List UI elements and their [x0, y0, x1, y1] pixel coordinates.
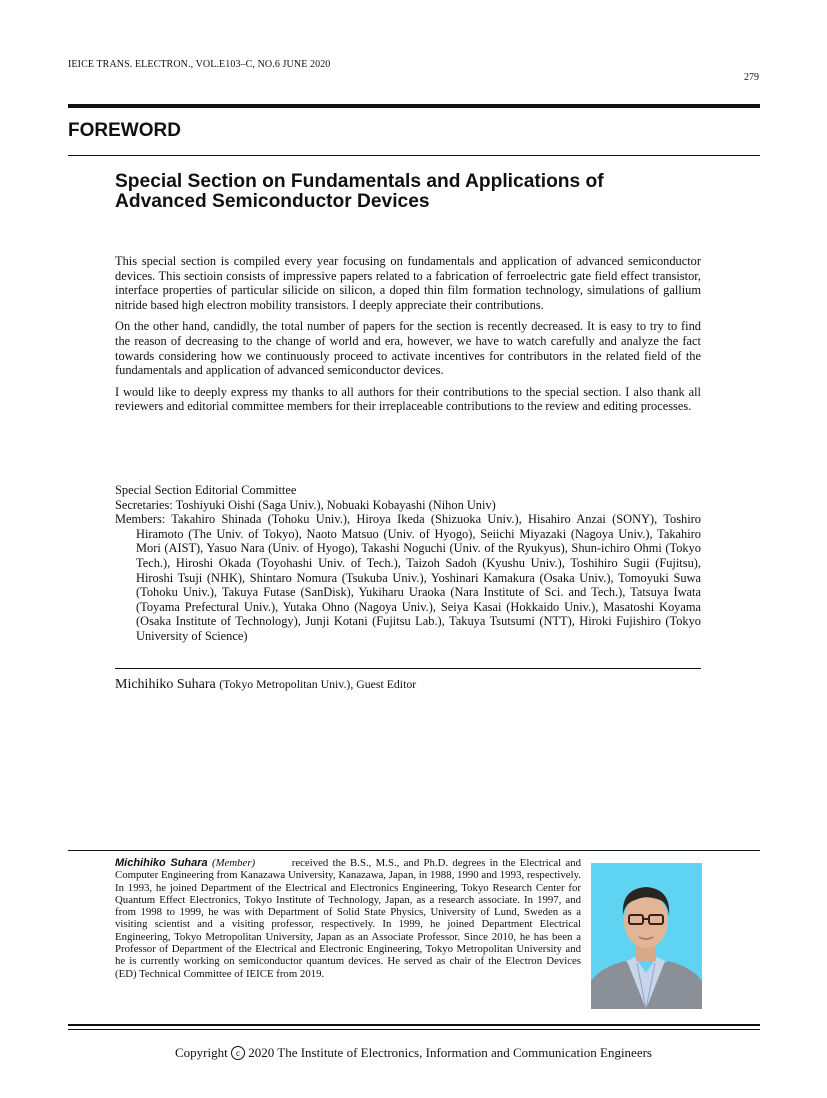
guest-editor-signature: [115, 677, 416, 693]
paragraph: On the other hand, candidly, the total number of papers for the section is recently decreased. It is easy to try to find the reason of decreasing to the change of world and era, however, we have to watch carefully and analyze the fact towards considering how we continuously proceed to activate incentives for contributors in the related field of the fundamentals and application of advanced semiconductor devices.: [115, 319, 701, 378]
bio-role: (Member): [211, 857, 256, 869]
copyright-prefix: Copyright: [175, 1045, 228, 1060]
page-number: 279: [744, 72, 759, 83]
copyright-text: 2020 The Institute of Electronics, Information and Communication Engineers: [248, 1045, 652, 1060]
signature-affiliation: (Tokyo Metropolitan Univ.), Guest Editor: [219, 677, 417, 691]
bio-rule: [68, 850, 760, 851]
paragraph: I would like to deeply express my thanks to all authors for their contributions to the special section. I also thank all reviewers and editorial committee members for their irreplaceable contributions to the review and editing processes.: [115, 384, 701, 414]
copyright-notice: [0, 1045, 827, 1061]
author-portrait-image: [591, 863, 702, 1009]
footer-rule-thin: [68, 1029, 760, 1030]
copyright-symbol: c: [231, 1046, 245, 1060]
foreword-body: [115, 254, 701, 421]
page-title: Special Section on Fundamentals and Applications of Advanced Semiconductor Devices: [115, 171, 604, 212]
section-rule: [68, 155, 760, 156]
committee-heading: Special Section Editorial Committee: [115, 483, 297, 497]
signature-name: Michihiko Suhara: [115, 677, 216, 692]
bio-text: received the B.S., M.S., and Ph.D. degrees in the Electrical and Computer Engineering from Kanazawa University, Kanazawa, Japan, in 1988, 1990 and 1993, respectively. In 1993, he joined Department of the Electrical and Electronics Engineering, Tokyo Research Center for Quantum Effect Electronics, Tokyo Institute of Technology, Japan, as a research associate. In 1997, and from 1998 to 1999, he was with Department of Solid State Physics, University of Lund, Sweden as a visiting scientist and a visiting professor, respectively. In 1999, he joined Department Electrical Engineering, Tokyo Metropolitan University, Japan as an Associate Professor. Since 2010, he has been a Professor of Department of the Electrical and Electronic Engineering, Tokyo Metropolitan University and he is currently working on semiconductor quantum devices. He served as chair of the Electron Devices (ED) Technical Committee of IEICE from 2019.: [115, 857, 582, 980]
editorial-committee: [115, 483, 701, 644]
committee-secretaries: Secretaries: Toshiyuki Oishi (Saga Univ.), Nobuaki Kobayashi (Nihon Univ): [115, 497, 496, 512]
bio-name: Michihiko Suhara: [115, 857, 208, 869]
author-photo: [591, 863, 702, 1009]
paragraph: This special section is compiled every year focusing on fundamentals and application of advanced semiconductor devices. This sectioin consists of impressive papers related to a fabrication of ferroelectric gate field effect transistor, interface properties of particular silicide on silicon, a doped thin film formation technology, simulations of gallium nitride based high electron mobility transistors. I deeply appreciate their contributions.: [115, 254, 701, 312]
top-rule: [68, 104, 760, 108]
journal-header: IEICE TRANS. ELECTRON., VOL.E103–C, NO.6 JUNE 2020: [68, 59, 331, 70]
section-label: FOREWORD: [68, 120, 181, 141]
author-biography: [115, 857, 581, 980]
committee-members: Members: Takahiro Shinada (Tohoku Univ.), Hiroya Ikeda (Shizuoka Univ.), Hisahiro Anzai (SONY), Toshiro Hiramoto (The Univ. of Tokyo), Naoto Matsuo (Univ. of Hyogo), Seiichi Miyazaki (Nagoya Univ.), Takahiro Mori (AIST), Yasuo Nara (Univ. of Hyogo), Takashi Noguchi (Univ. of the Ryukyus), Shun-ichiro Ohmi (Tokyo Tech.), Hiroshi Okada (Toyohashi Univ. of Tech.), Taizoh Sadoh (Kyushu Univ.), Toshihiro Sugii (Fujitsu), Hiroshi Tsuji (NHK), Shintaro Nomura (Tsukuba Univ.), Yoshinari Kamakura (Osaka Univ.), Tomoyuki Suwa (Tohoku Univ.), Takuya Futase (SanDisk), Yukiharu Uraoka (Nara Institute of Sci. and Tech.), Tatsuya Iwata (Toyama Prefectural Univ.), Yutaka Ohno (Nagoya Univ.), Seiya Kasai (Hokkaido Univ.), Masatoshi Koyama (Osaka Institute of Technology), Junji Kotani (Fujitsu Lab.), Takuya Tsutsumi (NTT), Hiroki Fujishiro (Tokyo University of Science): [115, 512, 701, 643]
signature-rule: [115, 668, 701, 669]
footer-rule-thick: [68, 1024, 760, 1026]
